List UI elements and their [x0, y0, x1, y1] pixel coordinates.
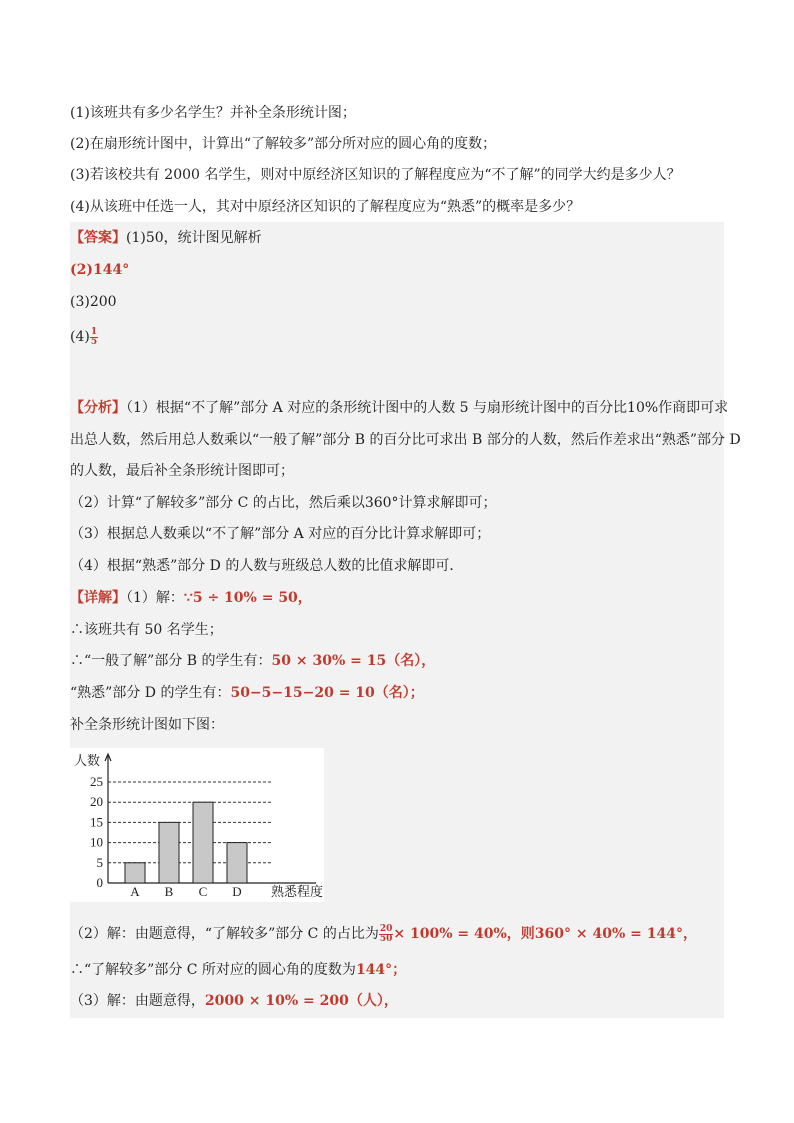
detail-l7-math: 144°； — [355, 962, 407, 978]
detail-line-8 — [70, 991, 724, 1011]
detail-line-4 — [70, 683, 724, 703]
x-tick-label: B — [164, 884, 174, 899]
bar-chart — [70, 748, 324, 902]
detail-l5: 补全条形统计图如下图： — [70, 717, 224, 733]
x-tick-label: D — [232, 884, 242, 899]
bar — [193, 802, 213, 883]
bar — [159, 822, 179, 883]
detail-l7-text: ∴“了解较多”部分 C 所对应的圆心角的度数为 — [70, 962, 356, 978]
y-axis-label: 人数 — [74, 753, 101, 768]
question-2: (2)在扇形统计图中，计算出“了解较多”部分所对应的圆心角的度数； — [70, 136, 497, 152]
detail-line-6 — [70, 924, 724, 944]
question-1: (1)该班共有多少名学生？并补全条形统计图； — [70, 105, 356, 121]
detail-l1-math: ∵5 ÷ 10% = 50， — [183, 590, 312, 606]
analysis-p3: （3）根据总人数乘以“不了解”部分 A 对应的百分比计算求解即可； — [70, 526, 491, 542]
answer-2: (2)144° — [70, 262, 130, 278]
detail-l4-text: “熟悉”部分 D 的学生有： — [70, 685, 231, 701]
detail-line-1 — [70, 588, 724, 608]
detail-l3-text: ∴“一般了解”部分 B 的学生有： — [70, 653, 272, 669]
detail-l4-math: 50−5−15−20 = 10（名）； — [230, 685, 424, 701]
bar — [227, 843, 247, 883]
question-3: (3)若该校共有 2000 名学生，则对中原经济区知识的了解程度应为“不了解”的同学大约是多少人？ — [70, 167, 681, 183]
detail-l6-math: × 100% = 40%，则360° × 40% = 144°， — [393, 926, 697, 942]
answer-1: (1)50，统计图见解析 — [126, 230, 262, 246]
analysis-p1-l1: （1）根据“不了解”部分 A 对应的条形统计图中的人数 5 与扇形统计图中的百分比10%作商即可求 — [126, 400, 729, 416]
analysis-p2: （2）计算“了解较多”部分 C 的占比，然后乘以360°计算求解即可； — [70, 495, 497, 511]
answer-3: (3)200 — [70, 294, 117, 310]
detail-l6-fraction: $\frac{20}{50}$ — [379, 923, 393, 944]
y-tick-label: 15 — [90, 814, 103, 830]
x-axis-label: 熟悉程度 — [270, 884, 323, 899]
detail-l2: ∴该班共有 50 名学生； — [70, 622, 223, 638]
answer-4-fraction: $\frac{1}{5}$ — [90, 326, 98, 347]
x-tick-label: A — [130, 884, 140, 899]
answer-line-4 — [70, 327, 724, 347]
analysis-p1-l3: 的人数，最后补全条形统计图即可； — [70, 463, 294, 479]
analysis-p4: （4）根据“熟悉”部分 D 的人数与班级总人数的比值求解即可． — [70, 558, 464, 574]
answer-line-1 — [70, 228, 724, 248]
analysis-p1-l2: 出总人数，然后用总人数乘以“一般了解”部分 B 的百分比可求出 B 部分的人数，然后作差求出“熟悉”部分 D — [70, 432, 741, 448]
y-tick-label: 5 — [96, 854, 103, 870]
detail-l6-text: （2）解：由题意得，“了解较多”部分 C 的占比为 — [70, 926, 379, 942]
detail-l8-text: （3）解：由题意得， — [70, 993, 205, 1009]
analysis-line-1 — [70, 398, 729, 418]
y-tick-label: 20 — [90, 794, 103, 810]
detail-l1-text: （1）解： — [126, 590, 184, 606]
y-tick-label: 25 — [90, 774, 103, 789]
answer-4-prefix: (4) — [70, 329, 90, 345]
question-4: (4)从该班中任选一人，其对中原经济区知识的了解程度应为“熟悉”的概率是多少？ — [70, 199, 581, 215]
y-tick-label: 10 — [90, 834, 103, 850]
detail-l8-math: 2000 × 10% = 200（人）， — [204, 993, 398, 1009]
detail-line-7 — [70, 960, 724, 980]
y-tick-label: 0 — [96, 875, 103, 890]
answer-tag: 【答案】 — [70, 230, 126, 246]
detail-tag: 【详解】 — [70, 590, 126, 606]
bar — [125, 863, 145, 883]
analysis-tag: 【分析】 — [70, 400, 126, 416]
bar-chart-svg — [70, 748, 324, 902]
x-tick-label: C — [198, 884, 208, 899]
detail-l3-math: 50 × 30% = 15（名）， — [271, 653, 436, 669]
detail-line-3 — [70, 651, 724, 671]
